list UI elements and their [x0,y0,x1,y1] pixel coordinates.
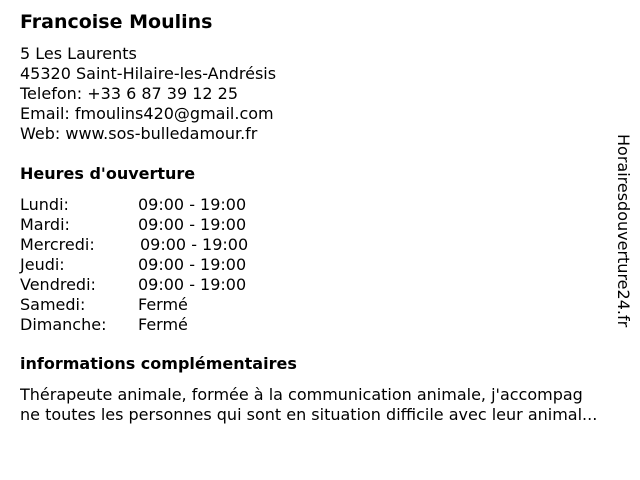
contact-block [20,44,276,144]
hours-table [20,195,280,335]
address-street: 5 Les Laurents [20,44,137,63]
address-city: 45320 Saint-Hilaire-les-Andrésis [20,64,277,83]
day-label: Vendredi: [20,275,96,294]
info-description [20,385,630,425]
hours-row-thursday [20,255,280,275]
day-hours: Fermé [138,295,188,314]
day-label: Lundi: [20,195,69,214]
hours-row-monday [20,195,280,215]
day-label: Dimanche: [20,315,107,334]
hours-row-wednesday [20,235,280,255]
brand-watermark [612,134,634,344]
day-hours: 09:00 - 19:00 [138,255,247,274]
info-line: Thérapeute animale, formée à la communication animale, j'accompag [20,385,583,404]
brand-text: Horairesdouverture24.fr [614,134,633,328]
day-hours: 09:00 - 19:00 [138,275,247,294]
day-hours: Fermé [138,315,188,334]
day-label: Mercredi: [20,235,95,254]
info-title: informations complémentaires [20,354,297,373]
email-line[interactable]: Email: fmoulins420@gmail.com [20,104,274,123]
info-line: ne toutes les personnes qui sont en situation difficile avec leur animal... [20,405,598,424]
hours-row-sunday [20,315,280,335]
hours-row-tuesday [20,215,280,235]
day-hours: 09:00 - 19:00 [138,215,247,234]
hours-row-saturday [20,295,280,315]
day-hours: 09:00 - 19:00 [138,195,247,214]
business-name: Francoise Moulins [20,11,213,33]
day-label: Mardi: [20,215,70,234]
hours-row-friday [20,275,280,295]
web-line[interactable]: Web: www.sos-bulledamour.fr [20,124,258,143]
phone-line[interactable]: Telefon: +33 6 87 39 12 25 [20,84,239,103]
day-label: Samedi: [20,295,86,314]
hours-title: Heures d'ouverture [20,164,196,183]
day-hours: 09:00 - 19:00 [140,235,249,254]
day-label: Jeudi: [20,255,65,274]
